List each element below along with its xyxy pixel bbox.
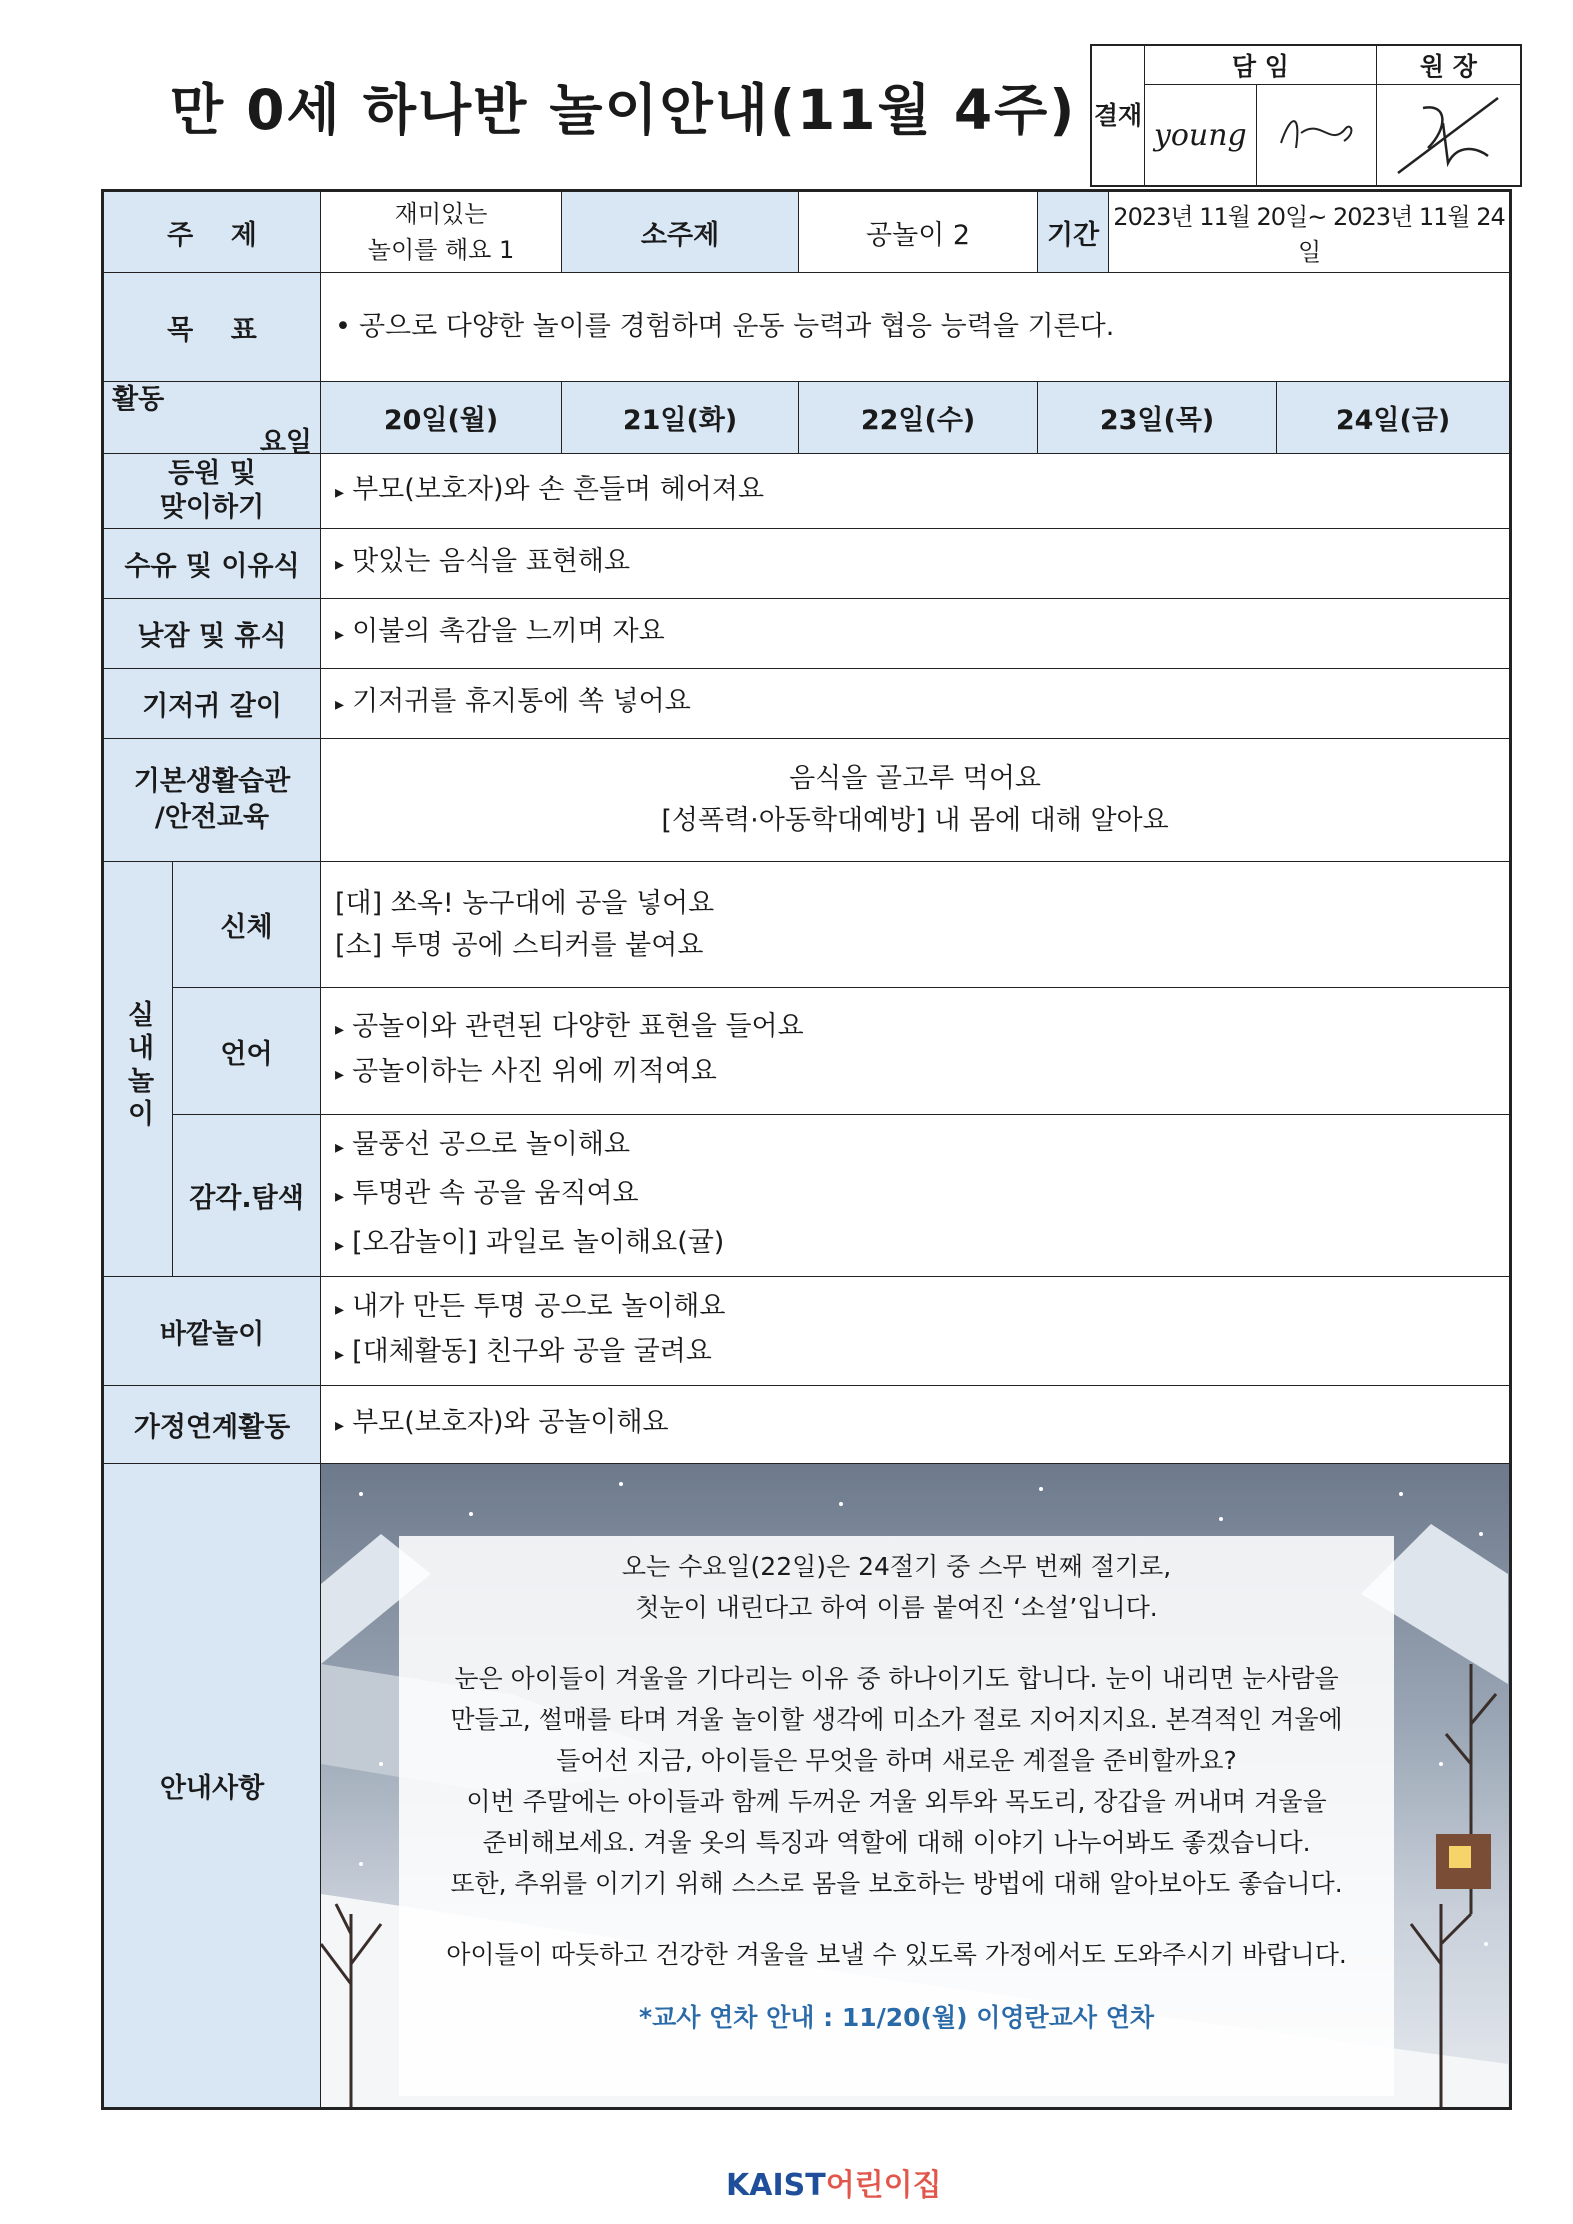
- routine-cell: [321, 454, 1511, 529]
- sensory-item: [335, 1220, 1509, 1269]
- routine-row: [103, 454, 1511, 529]
- theme-value-line1: 재미있는: [394, 200, 488, 228]
- theme-row: [103, 191, 1511, 273]
- notice-line: 만들고, 썰매를 타며 겨울 놀이할 생각에 미소가 절로 지어지지요. 본격적인 겨울에: [450, 1705, 1343, 1734]
- notice-label: 안내사항: [103, 1464, 321, 2109]
- language-item: [335, 1051, 1509, 1096]
- triangle-bullet-icon: ▸: [335, 1235, 345, 1256]
- triangle-bullet-icon: ▸: [335, 1415, 345, 1436]
- subtheme-value: 공놀이 2: [799, 191, 1038, 273]
- language-line: 공놀이하는 사진 위에 끼적여요: [352, 1056, 717, 1087]
- triangle-bullet-icon: ▸: [335, 481, 345, 503]
- habits-label-line2: /안전교육: [154, 802, 270, 833]
- language-line: 공놀이와 관련된 다양한 표현을 들어요: [352, 1011, 804, 1042]
- subtheme-label: 소주제: [562, 191, 799, 273]
- notice-illustration: [321, 1464, 1509, 2107]
- notice-line: 아이들이 따듯하고 건강한 겨울을 보낼 수 있도록 가정에서도 도와주시기 바랍니다.: [446, 1940, 1347, 1969]
- signature-director: [1376, 85, 1521, 187]
- routine-label-arrival: [103, 454, 321, 529]
- language-item: [335, 1006, 1509, 1051]
- routine-label-line2: 맞이하기: [159, 492, 265, 523]
- indoor-physical-row: [103, 862, 1511, 988]
- sensory-line: 투명관 속 공을 움직여요: [352, 1178, 639, 1209]
- day-header-thu: 23일(목): [1038, 382, 1277, 454]
- period-label: 기간: [1038, 191, 1109, 273]
- home-cell: [321, 1386, 1511, 1464]
- routine-text: 맛있는 음식을 표현해요: [352, 546, 631, 577]
- teacher-label: 담 임: [1145, 45, 1377, 85]
- language-cell: [321, 988, 1511, 1115]
- routine-label-feeding: 수유 및 이유식: [103, 529, 321, 599]
- goal-text: 공으로 다양한 놀이를 경험하며 운동 능력과 협응 능력을 기른다.: [358, 311, 1115, 342]
- notice-text: [399, 1546, 1394, 2038]
- sensory-line: 물풍선 공으로 놀이해요: [352, 1129, 631, 1160]
- routine-text: 기저귀를 휴지통에 쏙 넣어요: [352, 686, 691, 717]
- goal-cell: [321, 273, 1511, 382]
- indoor-label: [103, 862, 173, 1277]
- routine-text: 이불의 촉감을 느끼며 자요: [352, 616, 665, 647]
- notice-line: 오는 수요일(22일)은 24절기 중 스무 번째 절기로,: [621, 1552, 1172, 1581]
- triangle-bullet-icon: ▸: [335, 1064, 345, 1085]
- signature-1-text: young: [1153, 117, 1247, 153]
- outdoor-label: 바깥놀이: [103, 1277, 321, 1386]
- teacher-leave-note: *교사 연차 안내 : 11/20(월) 이영란교사 연차: [639, 2003, 1154, 2032]
- habits-row: [103, 739, 1511, 862]
- routine-label-diaper: 기저귀 갈이: [103, 669, 321, 739]
- day-label: 요일: [259, 426, 313, 458]
- routine-row: [103, 669, 1511, 739]
- goal-row: [103, 273, 1511, 382]
- theme-label: 주 제: [103, 191, 321, 273]
- notice-line: 눈은 아이들이 겨울을 기다리는 이유 중 하나이기도 합니다. 눈이 내리면 눈사람을: [454, 1664, 1339, 1693]
- routine-label-nap: 낮잠 및 휴식: [103, 599, 321, 669]
- habits-cell: [321, 739, 1511, 862]
- home-label: 가정연계활동: [103, 1386, 321, 1464]
- outdoor-cell: [321, 1277, 1511, 1386]
- logo-kaist: KAIST: [726, 2168, 826, 2203]
- sensory-item: [335, 1171, 1509, 1220]
- indoor-sensory-row: [103, 1115, 1511, 1277]
- signature-teacher-2: [1256, 85, 1376, 187]
- outdoor-item: [335, 1286, 1509, 1331]
- activity-label: 활동: [112, 383, 165, 415]
- routine-row: [103, 599, 1511, 669]
- outdoor-item: [335, 1331, 1509, 1376]
- outdoor-line: 내가 만든 투명 공으로 놀이해요: [352, 1291, 726, 1322]
- day-header-fri: 24일(금): [1277, 382, 1511, 454]
- triangle-bullet-icon: ▸: [335, 1344, 345, 1365]
- approval-box: [1090, 44, 1522, 187]
- home-row: [103, 1386, 1511, 1464]
- goal-label: 목 표: [103, 273, 321, 382]
- routine-cell: [321, 599, 1511, 669]
- sensory-item: [335, 1122, 1509, 1171]
- notice-line: 첫눈이 내린다고 하여 이름 붙여진 ‘소설’입니다.: [635, 1593, 1158, 1622]
- notice-row: [103, 1464, 1511, 2109]
- signature-3-mark: [1388, 88, 1508, 178]
- language-label: 언어: [173, 988, 321, 1115]
- notice-line: 들어선 지금, 아이들은 무엇을 하며 새로운 계절을 준비할까요?: [556, 1746, 1237, 1775]
- indoor-label-text: 실내놀이: [122, 999, 154, 1132]
- notice-cell: [321, 1464, 1511, 2109]
- plan-table: [101, 189, 1512, 2110]
- theme-value-line2: 놀이를 해요 1: [367, 236, 515, 264]
- bullet-icon: •: [335, 311, 351, 342]
- routine-row: [103, 529, 1511, 599]
- days-header-row: [103, 382, 1511, 454]
- triangle-bullet-icon: ▸: [335, 624, 345, 645]
- habits-label-line1: 기본생활습관: [133, 766, 291, 797]
- outdoor-line: [대체활동] 친구와 공을 굴려요: [352, 1336, 712, 1367]
- physical-line: [대] 쏘옥! 농구대에 공을 넣어요: [335, 887, 715, 919]
- day-header-tue: 21일(화): [562, 382, 799, 454]
- director-label: 원 장: [1376, 45, 1521, 85]
- day-header-mon: 20일(월): [321, 382, 562, 454]
- day-header-wed: 22일(수): [799, 382, 1038, 454]
- routine-cell: [321, 669, 1511, 739]
- physical-label: 신체: [173, 862, 321, 988]
- triangle-bullet-icon: ▸: [335, 1299, 345, 1320]
- habits-line1: 음식을 골고루 먹어요: [789, 763, 1041, 794]
- physical-cell: [321, 862, 1511, 988]
- sensory-cell: [321, 1115, 1511, 1277]
- notice-line: 준비해보세요. 겨울 옷의 특징과 역할에 대해 이야기 나누어봐도 좋겠습니다.: [482, 1828, 1311, 1857]
- outdoor-row: [103, 1277, 1511, 1386]
- indoor-language-row: [103, 988, 1511, 1115]
- physical-line: [소] 투명 공에 스티커를 붙여요: [335, 929, 704, 961]
- signature-teacher-1: [1145, 85, 1257, 187]
- page-title: 만 0세 하나반 놀이안내(11월 4주): [170, 78, 1077, 142]
- habits-label: [103, 739, 321, 862]
- triangle-bullet-icon: ▸: [335, 554, 345, 575]
- kaist-logo: [726, 2160, 942, 2204]
- approval-label: 결재: [1091, 45, 1145, 186]
- routine-text: 부모(보호자)와 손 흔들며 헤어져요: [352, 473, 765, 505]
- triangle-bullet-icon: ▸: [335, 1186, 345, 1207]
- notice-line: 이번 주말에는 아이들과 함께 두꺼운 겨울 외투와 목도리, 장갑을 꺼내며 겨울을: [466, 1787, 1327, 1816]
- triangle-bullet-icon: ▸: [335, 1137, 345, 1158]
- sensory-line: [오감놀이] 과일로 놀이해요(귤): [352, 1227, 725, 1258]
- notice-line: 또한, 추위를 이기기 위해 스스로 몸을 보호하는 방법에 대해 알아보아도 좋습니다.: [450, 1869, 1343, 1898]
- theme-value: [321, 191, 562, 273]
- triangle-bullet-icon: ▸: [335, 694, 345, 715]
- habits-line2: [성폭력·아동학대예방] 내 몸에 대해 알아요: [661, 805, 1169, 836]
- routine-label-line1: 등원 및: [168, 458, 256, 489]
- sensory-label: 감각.탐색: [173, 1115, 321, 1277]
- period-value: 2023년 11월 20일~ 2023년 11월 24일: [1109, 191, 1511, 273]
- routine-cell: [321, 529, 1511, 599]
- day-activity-header: [103, 382, 321, 458]
- logo-kindergarten: 어린이집: [825, 2168, 942, 2203]
- triangle-bullet-icon: ▸: [335, 1019, 345, 1040]
- home-text: 부모(보호자)와 공놀이해요: [352, 1407, 669, 1438]
- signature-2-mark: [1266, 103, 1366, 163]
